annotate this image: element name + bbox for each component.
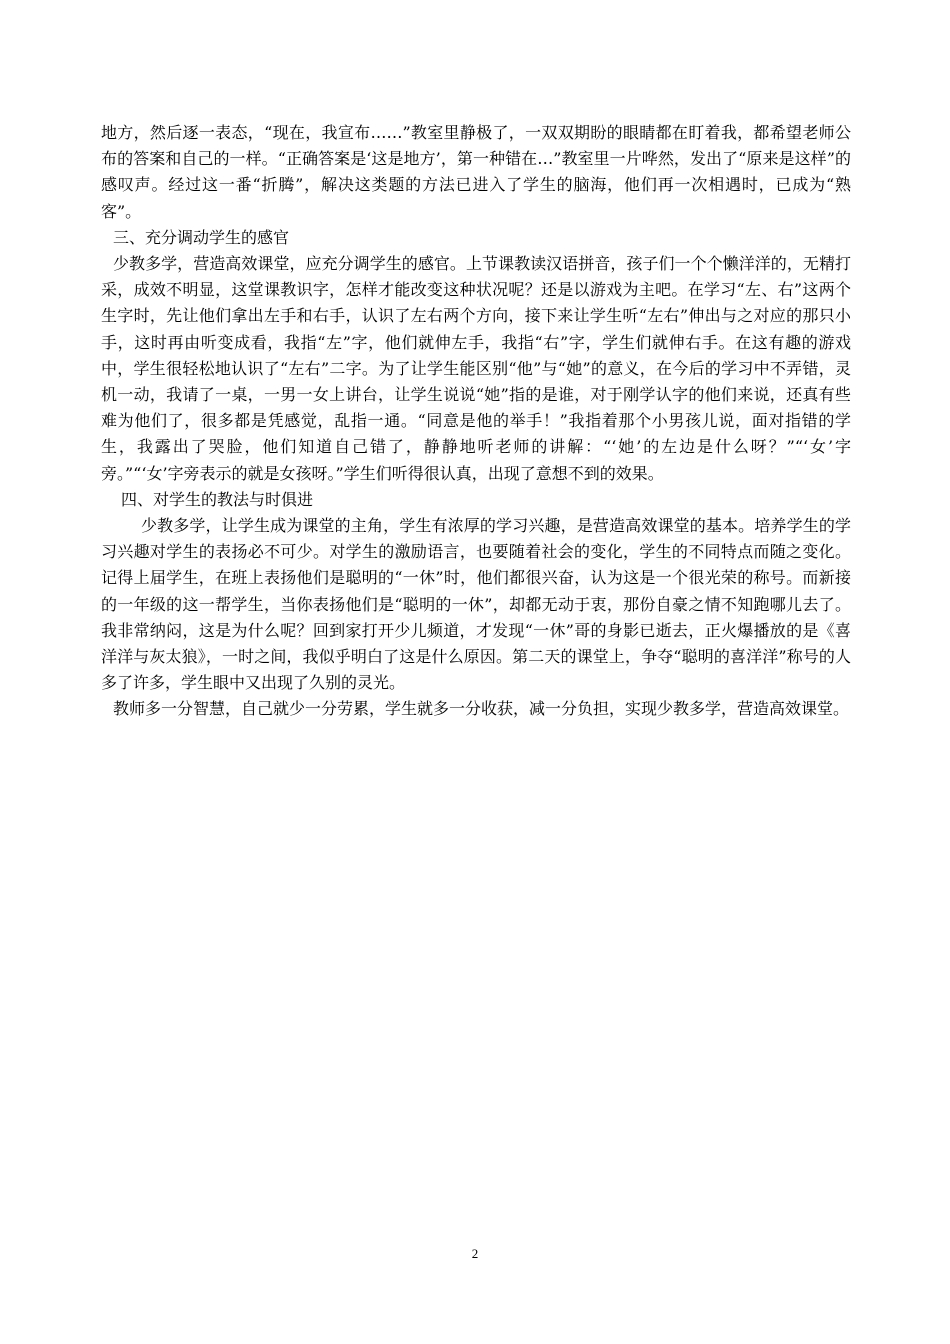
paragraph-teaching-methods: 少教多学，让学生成为课堂的主角，学生有浓厚的学习兴趣，是营造高效课堂的基本。培养学生的学习兴趣对学生的表扬必不可少。对学生的激励语言，也要随着社会的变化，学生的不同特点而随之变化。记得上届学生，在班上表扬他们是聪明的“一休”时，他们都很兴奋，认为这是一个很光荣的称号。而新接的一年级的这一帮学生，当你表扬他们是“聪明的一休”，却都无动于衷，那份自豪之情不知跑哪儿去了。我非常纳闷，这是为什么呢？回到家打开少儿频道，才发现“一休”哥的身影已逝去，正火爆播放的是《喜洋洋与灰太狼》，一时之间，我似乎明白了这是什么原因。第二天的课堂上，争夺“聪明的喜洋洋”称号的人多了许多，学生眼中又出现了久别的灵光。	[101, 516, 851, 693]
page-number: 2	[471, 1246, 479, 1261]
document-body	[101, 120, 851, 723]
paragraph-senses: 少教多学，营造高效课堂，应充分调学生的感官。上节课教读汉语拼音，孩子们一个个懒洋洋的，无精打采，成效不明显，这堂课教识字，怎样才能改变这种状况呢？还是以游戏为主吧。在学习“左、右”这两个生字时，先让他们拿出左手和右手，认识了左右两个方向，接下来让学生听“左右”伸出与之对应的那只小手，这时再由听变成看，我指“左”字，他们就伸左手，我指“右”字，学生们就伸右手。在这有趣的游戏中，学生很轻松地认识了“左右”二字。为了让学生能区别“他”与“她”的意义，在今后的学习中不弄错，灵机一动，我请了一桌，一男一女上讲台，让学生说说“她”指的是谁，对于刚学认字的他们来说，还真有些难为他们了，很多都是凭感觉，乱指一通。“同意是他的举手！”我指着那个小男孩儿说，面对指错的学生，我露出了哭脸，他们知道自己错了，静静地听老师的讲解：“‘她’的左边是什么呀？”“‘女’字旁。”“‘女’字旁表示的就是女孩呀。”学生们听得很认真，出现了意想不到的效果。	[101, 254, 851, 483]
paragraph-conclusion: 教师多一分智慧，自己就少一分劳累，学生就多一分收获，减一分负担，实现少教多学，营造高效课堂。	[113, 699, 850, 719]
section-heading-4: 四、对学生的教法与时俱进	[121, 489, 314, 509]
section-heading-3: 三、充分调动学生的感官	[113, 227, 290, 247]
paragraph-continuation: 地方，然后逐一表态，“现在，我宣布……”教室里静极了，一双双期盼的眼睛都在盯着我，都希望老师公布的答案和自己的一样。“正确答案是‘这是地方’，第一种错在…”教室里一片哗然，发出了“原来是这样”的感叹声。经过这一番“折腾”，解决这类题的方法已进入了学生的脑海，他们再一次相遇时，已成为“熟客”。	[101, 123, 851, 221]
